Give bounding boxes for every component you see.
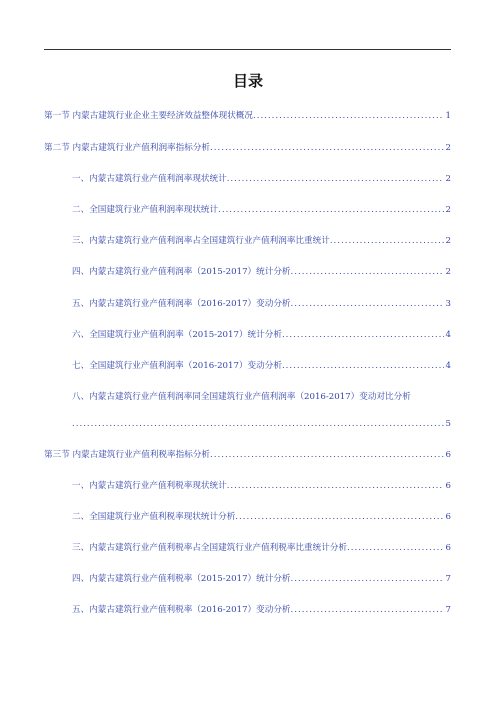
toc-entry-label: 一、内蒙古建筑行业产值利税率现状统计 <box>72 481 227 491</box>
toc-leader-dots <box>347 542 444 554</box>
toc-entry-section-2[interactable] <box>44 142 451 154</box>
toc-entry-2-3[interactable] <box>72 235 451 247</box>
toc-entry-label: 二、全国建筑行业产值利税率现状统计分析 <box>72 512 236 522</box>
toc-entry-2-6[interactable] <box>72 329 451 341</box>
toc-leader-dots <box>218 204 443 216</box>
toc-entry-page: 7 <box>445 605 451 615</box>
toc-entry-2-5[interactable] <box>72 298 451 310</box>
toc-leader-dots <box>253 110 444 122</box>
toc-entry-2-7[interactable] <box>72 360 451 372</box>
toc-entry-page: 2 <box>445 143 451 153</box>
toc-entry-label: 三、内蒙古建筑行业产值利税率占全国建筑行业产值利税率比重统计分析 <box>72 543 348 553</box>
toc-entry-label: 三、内蒙古建筑行业产值利润率占全国建筑行业产值利润率比重统计 <box>72 236 330 246</box>
toc-entry-2-8[interactable] <box>72 418 451 430</box>
toc-entry-page: 6 <box>445 450 451 460</box>
toc-entry-label: 四、内蒙古建筑行业产值利税率（2015-2017）统计分析 <box>72 574 291 584</box>
toc-entry-label: 四、内蒙古建筑行业产值利润率（2015-2017）统计分析 <box>72 267 291 277</box>
toc-entry-page: 6 <box>445 543 451 553</box>
toc-entry-page: 6 <box>445 481 451 491</box>
toc-entry-page: 7 <box>445 574 451 584</box>
toc-leader-dots <box>291 266 444 278</box>
toc-entry-label: 第三节 内蒙古建筑行业产值利税率指标分析 <box>44 450 211 460</box>
toc-entry-label: 第一节 内蒙古建筑行业企业主要经济效益整体现状概况 <box>44 111 253 121</box>
toc-entry-page: 5 <box>445 419 451 429</box>
toc-entry-page: 3 <box>445 299 451 309</box>
toc-leader-dots <box>282 329 444 341</box>
toc-entry-label: 五、内蒙古建筑行业产值利润率（2016-2017）变动分析 <box>72 299 291 309</box>
toc-leader-dots <box>210 449 444 461</box>
toc-entry-label: 六、全国建筑行业产值利润率（2015-2017）统计分析 <box>72 330 282 340</box>
toc-entry-3-2[interactable] <box>72 511 451 523</box>
toc-entry-page: 2 <box>445 236 451 246</box>
toc-entry-page: 4 <box>445 330 451 340</box>
toc-entry-3-1[interactable] <box>72 480 451 492</box>
toc-leader-dots <box>227 480 444 492</box>
toc-entry-2-1[interactable] <box>72 173 451 185</box>
toc-leader-dots <box>235 511 443 523</box>
toc-entry-section-1[interactable] <box>44 110 451 122</box>
toc-leader-dots <box>227 173 444 185</box>
toc-title: 目录 <box>232 72 263 90</box>
toc-entry-page: 2 <box>445 205 451 215</box>
toc-entry-page: 1 <box>445 111 451 121</box>
toc-entry-section-3[interactable] <box>44 449 451 461</box>
toc-leader-dots <box>72 418 444 430</box>
toc-leader-dots <box>282 360 444 372</box>
toc-entry-label: 第二节 内蒙古建筑行业产值利润率指标分析 <box>44 143 211 153</box>
toc-leader-dots <box>210 142 444 154</box>
toc-leader-dots <box>330 235 444 247</box>
toc-entry-page: 2 <box>445 267 451 277</box>
toc-entry-label: 五、内蒙古建筑行业产值利税率（2016-2017）变动分析 <box>72 605 291 615</box>
toc-entry-2-2[interactable] <box>72 204 451 216</box>
toc-entry-page: 6 <box>445 512 451 522</box>
toc-entry-label: 一、内蒙古建筑行业产值利润率现状统计 <box>72 174 227 184</box>
toc-leader-dots <box>291 298 444 310</box>
toc-entry-2-4[interactable] <box>72 266 451 278</box>
toc-entry-3-3[interactable] <box>72 542 451 554</box>
toc-entry-3-5[interactable] <box>72 604 451 616</box>
toc-entry-2-8-label[interactable]: 八、内蒙古建筑行业产值利润率同全国建筑行业产值利润率（2016-2017）变动对比分析 <box>72 392 411 402</box>
toc-entry-page: 4 <box>445 361 451 371</box>
toc-leader-dots <box>291 573 444 585</box>
toc-leader-dots <box>291 604 444 616</box>
toc-entry-3-4[interactable] <box>72 573 451 585</box>
toc-entry-label: 七、全国建筑行业产值利润率（2016-2017）变动分析 <box>72 361 282 371</box>
toc-entry-label: 二、全国建筑行业产值利润率现状统计 <box>72 205 219 215</box>
toc-entry-page: 2 <box>445 174 451 184</box>
